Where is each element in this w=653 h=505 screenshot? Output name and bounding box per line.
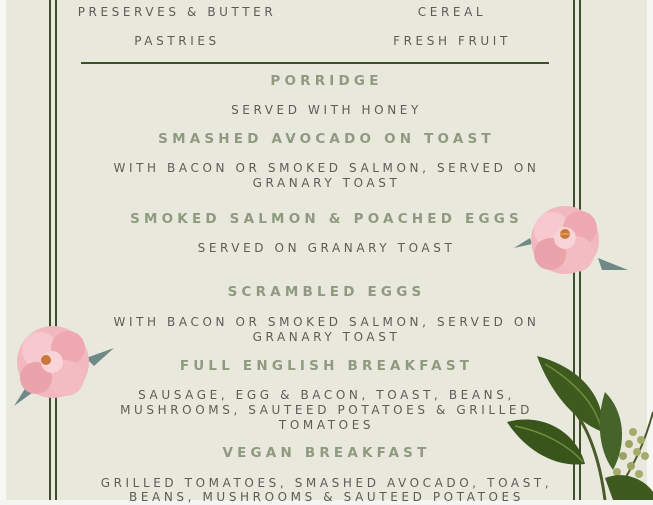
top-item-pastries: PASTRIES [134, 34, 220, 48]
menu-item-description: GRANARY TOAST [252, 176, 401, 190]
top-item-fresh-fruit: FRESH FRUIT [393, 34, 511, 48]
green-leaves-icon [505, 352, 653, 500]
section-divider [81, 62, 549, 64]
pink-peony-icon [510, 200, 635, 288]
pink-peony-icon [8, 318, 118, 410]
menu-item-title: SCRAMBLED EGGS [227, 284, 426, 300]
menu-item-description: SAUSAGE, EGG & BACON, TOAST, BEANS, [138, 388, 515, 402]
menu-item-description: GRILLED TOMATOES, SMASHED AVOCADO, TOAST, [100, 476, 553, 490]
menu-item-description: WITH BACON OR SMOKED SALMON, SERVED ON [113, 315, 540, 329]
menu-item-title: SMASHED AVOCADO ON TOAST [158, 131, 495, 147]
menu-item-description: GRANARY TOAST [252, 330, 401, 344]
menu-item-title: VEGAN BREAKFAST [222, 445, 431, 461]
menu-item-title: PORRIDGE [270, 73, 383, 89]
menu-item-title: SMOKED SALMON & POACHED EGGS [130, 211, 523, 227]
menu-item-description: WITH BACON OR SMOKED SALMON, SERVED ON [113, 161, 540, 175]
menu-item-description: SERVED WITH HONEY [231, 103, 422, 117]
top-item-cereal: CEREAL [417, 5, 487, 19]
menu-item-description: BEANS, MUSHROOMS & SAUTEED POTATOES [129, 490, 524, 504]
top-item-preserves: PRESERVES & BUTTER [77, 5, 277, 19]
menu-item-description: SERVED ON GRANARY TOAST [197, 241, 456, 255]
menu-item-description: MUSHROOMS, SAUTEED POTATOES & GRILLED [120, 403, 533, 417]
menu-item-description: TOMATOES [278, 418, 375, 432]
menu-item-title: FULL ENGLISH BREAKFAST [179, 358, 474, 374]
